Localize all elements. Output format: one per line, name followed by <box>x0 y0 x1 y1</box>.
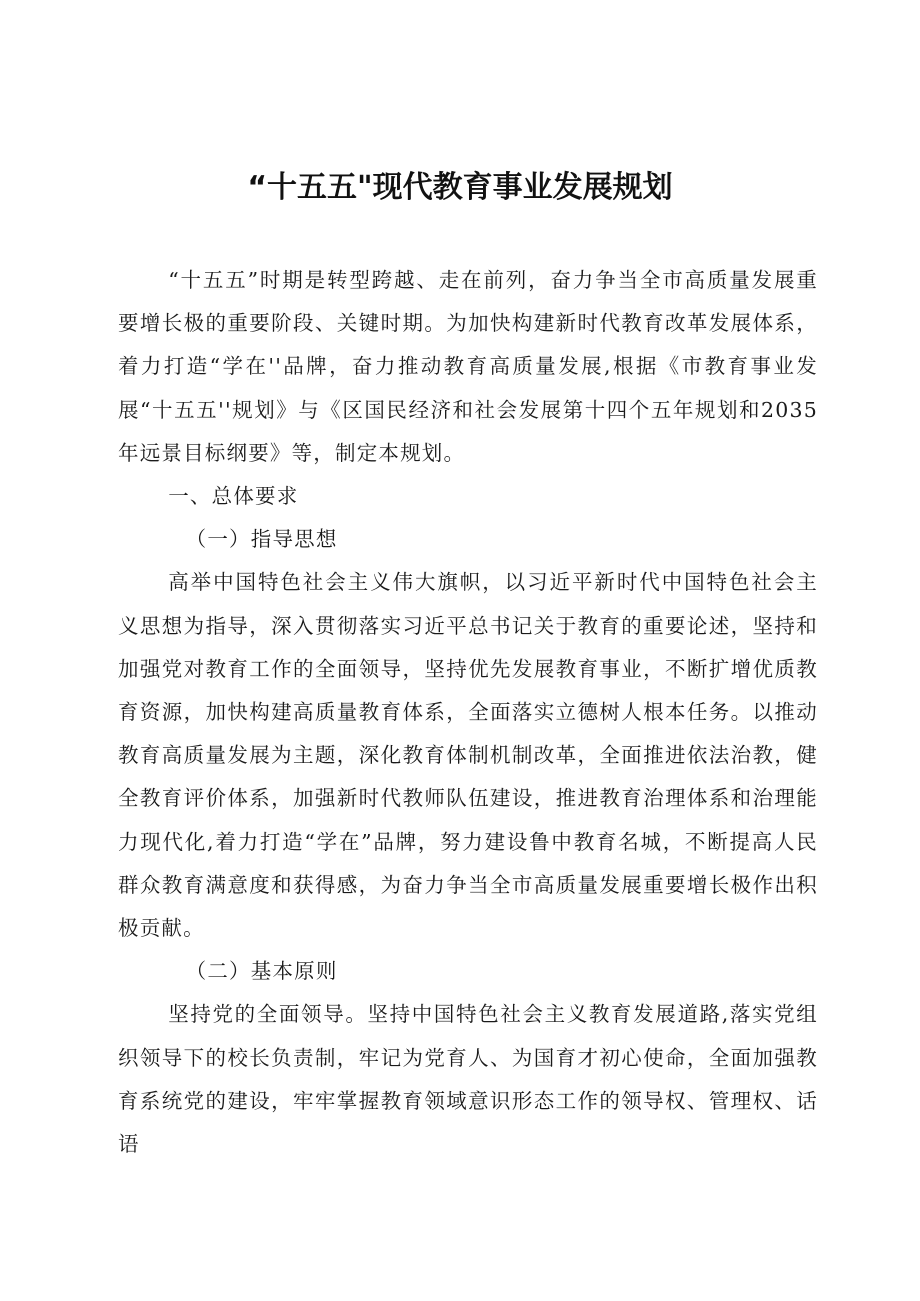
subheading-guiding-ideology: （一）指导思想 <box>185 527 338 552</box>
document-body <box>118 259 818 1166</box>
guiding-ideology-paragraph: 高举中国特色社会主义伟大旗帜，以习近平新时代中国特色社会主义思想为指导，深入贯彻落实习近平总书记关于教育的重要论述，坚持和加强党对教育工作的全面领导，坚持优先发展教育事业，不断扩增优质教育资源，加快构建高质量教育体系，全面落实立德树人根本任务。以推动教育高质量发展为主题，深化教育体制机制改革，全面推进依法治教，健全教育评价体系，加强新时代教师队伍建设，推进教育治理体系和治理能力现代化,着力打造“学在”品牌，努力建设鲁中教育名城，不断提高人民群众教育满意度和获得感，为奋力争当全市高质量发展重要增长极作出积极贡献。 <box>118 570 818 941</box>
intro-paragraph: “十五五”时期是转型跨越、走在前列，奋力争当全市高质量发展重要增长极的重要阶段、关键时期。为加快构建新时代教育改革发展体系，着力打造“学在''品牌，奋力推动教育高质量发展,根据《市教育事业发展“十五五''规划》与《区国民经济和社会发展第十四个五年规划和2035年远景目标纲要》等，制定本规划。 <box>118 268 818 465</box>
section-heading-general-requirements: 一、总体要求 <box>168 484 299 509</box>
document-title: “十五五"现代教育事业发展规划 <box>247 170 673 205</box>
basic-principles-paragraph: 坚持党的全面领导。坚持中国特色社会主义教育发展道路,落实党组织领导下的校长负责制，牢记为党育人、为国育才初心使命，全面加强教育系统党的建设，牢牢掌握教育领域意识形态工作的领导权、管理权、话语 <box>118 1002 818 1157</box>
subheading-basic-principles: （二）基本原则 <box>185 959 338 984</box>
